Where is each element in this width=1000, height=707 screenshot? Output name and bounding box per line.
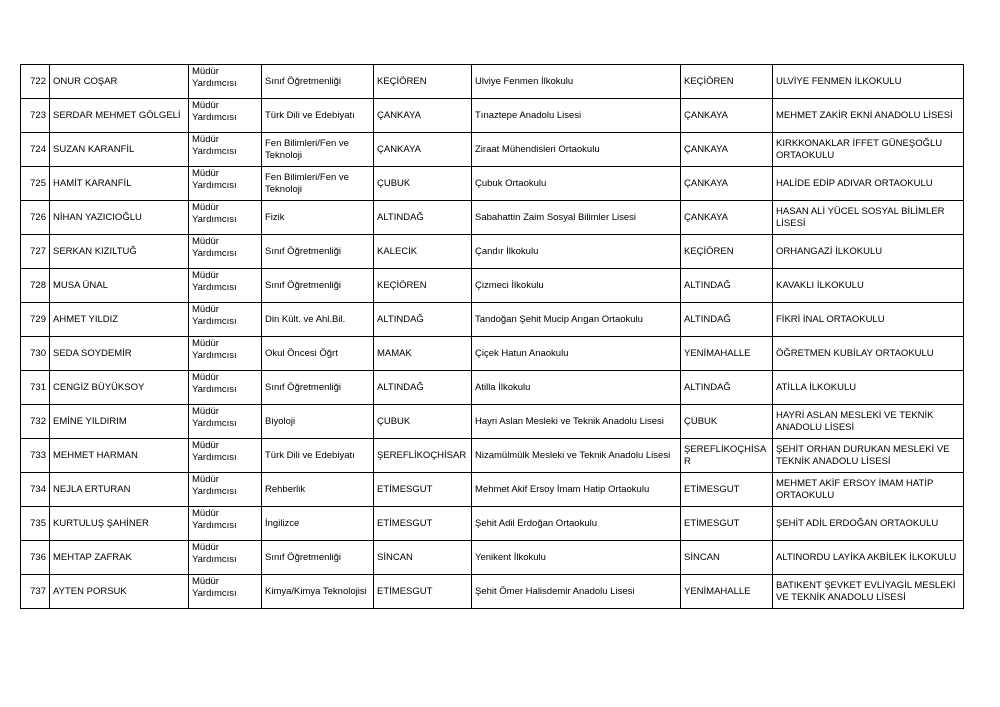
current-school: Ziraat Mühendisleri Ortaokulu — [472, 133, 681, 167]
person-name: MEHTAP ZAFRAK — [50, 541, 189, 575]
current-district: ALTINDAĞ — [374, 303, 472, 337]
table-row — [21, 473, 964, 507]
table-row — [21, 405, 964, 439]
position-title: Müdür Yardımcısı — [189, 473, 262, 507]
branch-subject: Fen Bilimleri/Fen ve Teknoloji — [262, 167, 374, 201]
position-title: Müdür Yardımcısı — [189, 575, 262, 609]
person-name: MEHMET HARMAN — [50, 439, 189, 473]
position-title: Müdür Yardımcısı — [189, 371, 262, 405]
current-district: KALECİK — [374, 235, 472, 269]
table-row — [21, 201, 964, 235]
current-district: ETİMESGUT — [374, 507, 472, 541]
row-number: 726 — [21, 201, 50, 235]
current-school: Çandır İlkokulu — [472, 235, 681, 269]
row-number: 736 — [21, 541, 50, 575]
branch-subject: Okul Öncesi Öğrt — [262, 337, 374, 371]
branch-subject: Sınıf Öğretmenliği — [262, 541, 374, 575]
person-name: EMİNE YILDIRIM — [50, 405, 189, 439]
person-name: SEDA SOYDEMİR — [50, 337, 189, 371]
assigned-district: ÇANKAYA — [681, 167, 773, 201]
branch-subject: Rehberlik — [262, 473, 374, 507]
assigned-school: ATİLLA İLKOKULU — [773, 371, 964, 405]
assigned-district: ALTINDAĞ — [681, 269, 773, 303]
current-district: SİNCAN — [374, 541, 472, 575]
assigned-district: ÇANKAYA — [681, 133, 773, 167]
assigned-district: ÇANKAYA — [681, 201, 773, 235]
position-title: Müdür Yardımcısı — [189, 507, 262, 541]
person-name: KURTULUŞ ŞAHİNER — [50, 507, 189, 541]
table-row — [21, 65, 964, 99]
position-title: Müdür Yardımcısı — [189, 133, 262, 167]
table-row — [21, 575, 964, 609]
current-school: Ulviye Fenmen İlkokulu — [472, 65, 681, 99]
person-name: CENGİZ BÜYÜKSOY — [50, 371, 189, 405]
current-district: ALTINDAĞ — [374, 201, 472, 235]
person-name: MUSA ÜNAL — [50, 269, 189, 303]
assigned-district: ÇUBUK — [681, 405, 773, 439]
document-page — [20, 64, 964, 609]
table-body — [21, 65, 964, 609]
position-title: Müdür Yardımcısı — [189, 167, 262, 201]
assigned-school: KAVAKLI İLKOKULU — [773, 269, 964, 303]
assigned-district: YENİMAHALLE — [681, 337, 773, 371]
current-district: ÇANKAYA — [374, 133, 472, 167]
assignment-table — [20, 64, 964, 609]
assigned-district: KEÇİÖREN — [681, 65, 773, 99]
position-title: Müdür Yardımcısı — [189, 439, 262, 473]
assigned-school: ULVİYE FENMEN İLKOKULU — [773, 65, 964, 99]
current-district: MAMAK — [374, 337, 472, 371]
assigned-school: ŞEHİT ORHAN DURUKAN MESLEKİ VE TEKNİK ANADOLU LİSESİ — [773, 439, 964, 473]
person-name: AHMET YILDIZ — [50, 303, 189, 337]
branch-subject: Sınıf Öğretmenliği — [262, 269, 374, 303]
row-number: 733 — [21, 439, 50, 473]
row-number: 725 — [21, 167, 50, 201]
table-row — [21, 269, 964, 303]
current-school: Sabahattin Zaim Sosyal Bilimler Lisesi — [472, 201, 681, 235]
assigned-school: BATIKENT ŞEVKET EVLİYAGİL MESLEKİ VE TEKNİK ANADOLU LİSESİ — [773, 575, 964, 609]
person-name: HAMİT KARANFİL — [50, 167, 189, 201]
assigned-district: ALTINDAĞ — [681, 303, 773, 337]
person-name: AYTEN PORSUK — [50, 575, 189, 609]
current-school: Çiçek Hatun Anaokulu — [472, 337, 681, 371]
branch-subject: Türk Dili ve Edebiyatı — [262, 99, 374, 133]
person-name: ONUR COŞAR — [50, 65, 189, 99]
branch-subject: Din Kült. ve Ahl.Bil. — [262, 303, 374, 337]
assigned-school: MEHMET ZAKİR EKNİ ANADOLU LİSESİ — [773, 99, 964, 133]
current-school: Mehmet Akif Ersoy İmam Hatip Ortaokulu — [472, 473, 681, 507]
row-number: 735 — [21, 507, 50, 541]
current-school: Çubuk Ortaokulu — [472, 167, 681, 201]
assigned-school: HAYRİ ASLAN MESLEKİ VE TEKNİK ANADOLU LİSESİ — [773, 405, 964, 439]
person-name: NİHAN YAZICIOĞLU — [50, 201, 189, 235]
row-number: 731 — [21, 371, 50, 405]
row-number: 724 — [21, 133, 50, 167]
assigned-school: ALTINORDU LAYİKA AKBİLEK İLKOKULU — [773, 541, 964, 575]
position-title: Müdür Yardımcısı — [189, 303, 262, 337]
assigned-school: HALİDE EDİP ADIVAR ORTAOKULU — [773, 167, 964, 201]
current-district: ÇUBUK — [374, 405, 472, 439]
branch-subject: Sınıf Öğretmenliği — [262, 235, 374, 269]
branch-subject: Sınıf Öğretmenliği — [262, 65, 374, 99]
position-title: Müdür Yardımcısı — [189, 337, 262, 371]
current-district: KEÇİÖREN — [374, 269, 472, 303]
position-title: Müdür Yardımcısı — [189, 269, 262, 303]
assigned-district: ETİMESGUT — [681, 473, 773, 507]
current-district: KEÇİÖREN — [374, 65, 472, 99]
current-school: Şehit Ömer Halisdemir Anadolu Lisesi — [472, 575, 681, 609]
assigned-district: SİNCAN — [681, 541, 773, 575]
current-school: Yenikent İlkokulu — [472, 541, 681, 575]
table-row — [21, 507, 964, 541]
position-title: Müdür Yardımcısı — [189, 405, 262, 439]
person-name: SUZAN KARANFİL — [50, 133, 189, 167]
assigned-school: KIRKKONAKLAR İFFET GÜNEŞOĞLU ORTAOKULU — [773, 133, 964, 167]
current-school: Hayri Aslan Mesleki ve Teknik Anadolu Lisesi — [472, 405, 681, 439]
branch-subject: Fizik — [262, 201, 374, 235]
assigned-school: FİKRİ İNAL ORTAOKULU — [773, 303, 964, 337]
position-title: Müdür Yardımcısı — [189, 201, 262, 235]
table-row — [21, 439, 964, 473]
position-title: Müdür Yardımcısı — [189, 541, 262, 575]
current-district: ŞEREFLİKOÇHİSAR — [374, 439, 472, 473]
person-name: SERKAN KIZILTUĞ — [50, 235, 189, 269]
current-school: Şehit Adil Erdoğan Ortaokulu — [472, 507, 681, 541]
assigned-district: ETİMESGUT — [681, 507, 773, 541]
branch-subject: Sınıf Öğretmenliği — [262, 371, 374, 405]
assigned-district: KEÇİÖREN — [681, 235, 773, 269]
position-title: Müdür Yardımcısı — [189, 99, 262, 133]
table-row — [21, 303, 964, 337]
branch-subject: Fen Bilimleri/Fen ve Teknoloji — [262, 133, 374, 167]
table-row — [21, 337, 964, 371]
branch-subject: Kimya/Kimya Teknolojisi — [262, 575, 374, 609]
current-school: Tandoğan Şehit Mucip Arıgan Ortaokulu — [472, 303, 681, 337]
row-number: 737 — [21, 575, 50, 609]
assigned-district: ŞEREFLİKOÇHİSAR — [681, 439, 773, 473]
current-district: ÇANKAYA — [374, 99, 472, 133]
person-name: NEJLA ERTURAN — [50, 473, 189, 507]
current-district: ALTINDAĞ — [374, 371, 472, 405]
assigned-district: ÇANKAYA — [681, 99, 773, 133]
branch-subject: Türk Dili ve Edebiyatı — [262, 439, 374, 473]
current-school: Tınaztepe Anadolu Lisesi — [472, 99, 681, 133]
row-number: 723 — [21, 99, 50, 133]
assigned-school: ÖĞRETMEN KUBİLAY ORTAOKULU — [773, 337, 964, 371]
current-school: Atilla İlkokulu — [472, 371, 681, 405]
current-district: ETİMESGUT — [374, 473, 472, 507]
position-title: Müdür Yardımcısı — [189, 65, 262, 99]
current-district: ETİMESGUT — [374, 575, 472, 609]
row-number: 722 — [21, 65, 50, 99]
row-number: 734 — [21, 473, 50, 507]
current-district: ÇUBUK — [374, 167, 472, 201]
branch-subject: Biyoloji — [262, 405, 374, 439]
assigned-district: YENİMAHALLE — [681, 575, 773, 609]
table-row — [21, 371, 964, 405]
assigned-school: MEHMET AKİF ERSOY İMAM HATİP ORTAOKULU — [773, 473, 964, 507]
table-row — [21, 167, 964, 201]
row-number: 727 — [21, 235, 50, 269]
assigned-school: ORHANGAZİ İLKOKULU — [773, 235, 964, 269]
row-number: 732 — [21, 405, 50, 439]
current-school: Çizmeci İlkokulu — [472, 269, 681, 303]
table-row — [21, 133, 964, 167]
assigned-school: HASAN ALİ YÜCEL SOSYAL BİLİMLER LİSESİ — [773, 201, 964, 235]
position-title: Müdür Yardımcısı — [189, 235, 262, 269]
assigned-school: ŞEHİT ADİL ERDOĞAN ORTAOKULU — [773, 507, 964, 541]
current-school: Nizamülmülk Mesleki ve Teknik Anadolu Lisesi — [472, 439, 681, 473]
branch-subject: İngilizce — [262, 507, 374, 541]
row-number: 730 — [21, 337, 50, 371]
table-row — [21, 235, 964, 269]
person-name: SERDAR MEHMET GÖLGELİ — [50, 99, 189, 133]
row-number: 729 — [21, 303, 50, 337]
row-number: 728 — [21, 269, 50, 303]
assigned-district: ALTINDAĞ — [681, 371, 773, 405]
table-row — [21, 541, 964, 575]
table-row — [21, 99, 964, 133]
